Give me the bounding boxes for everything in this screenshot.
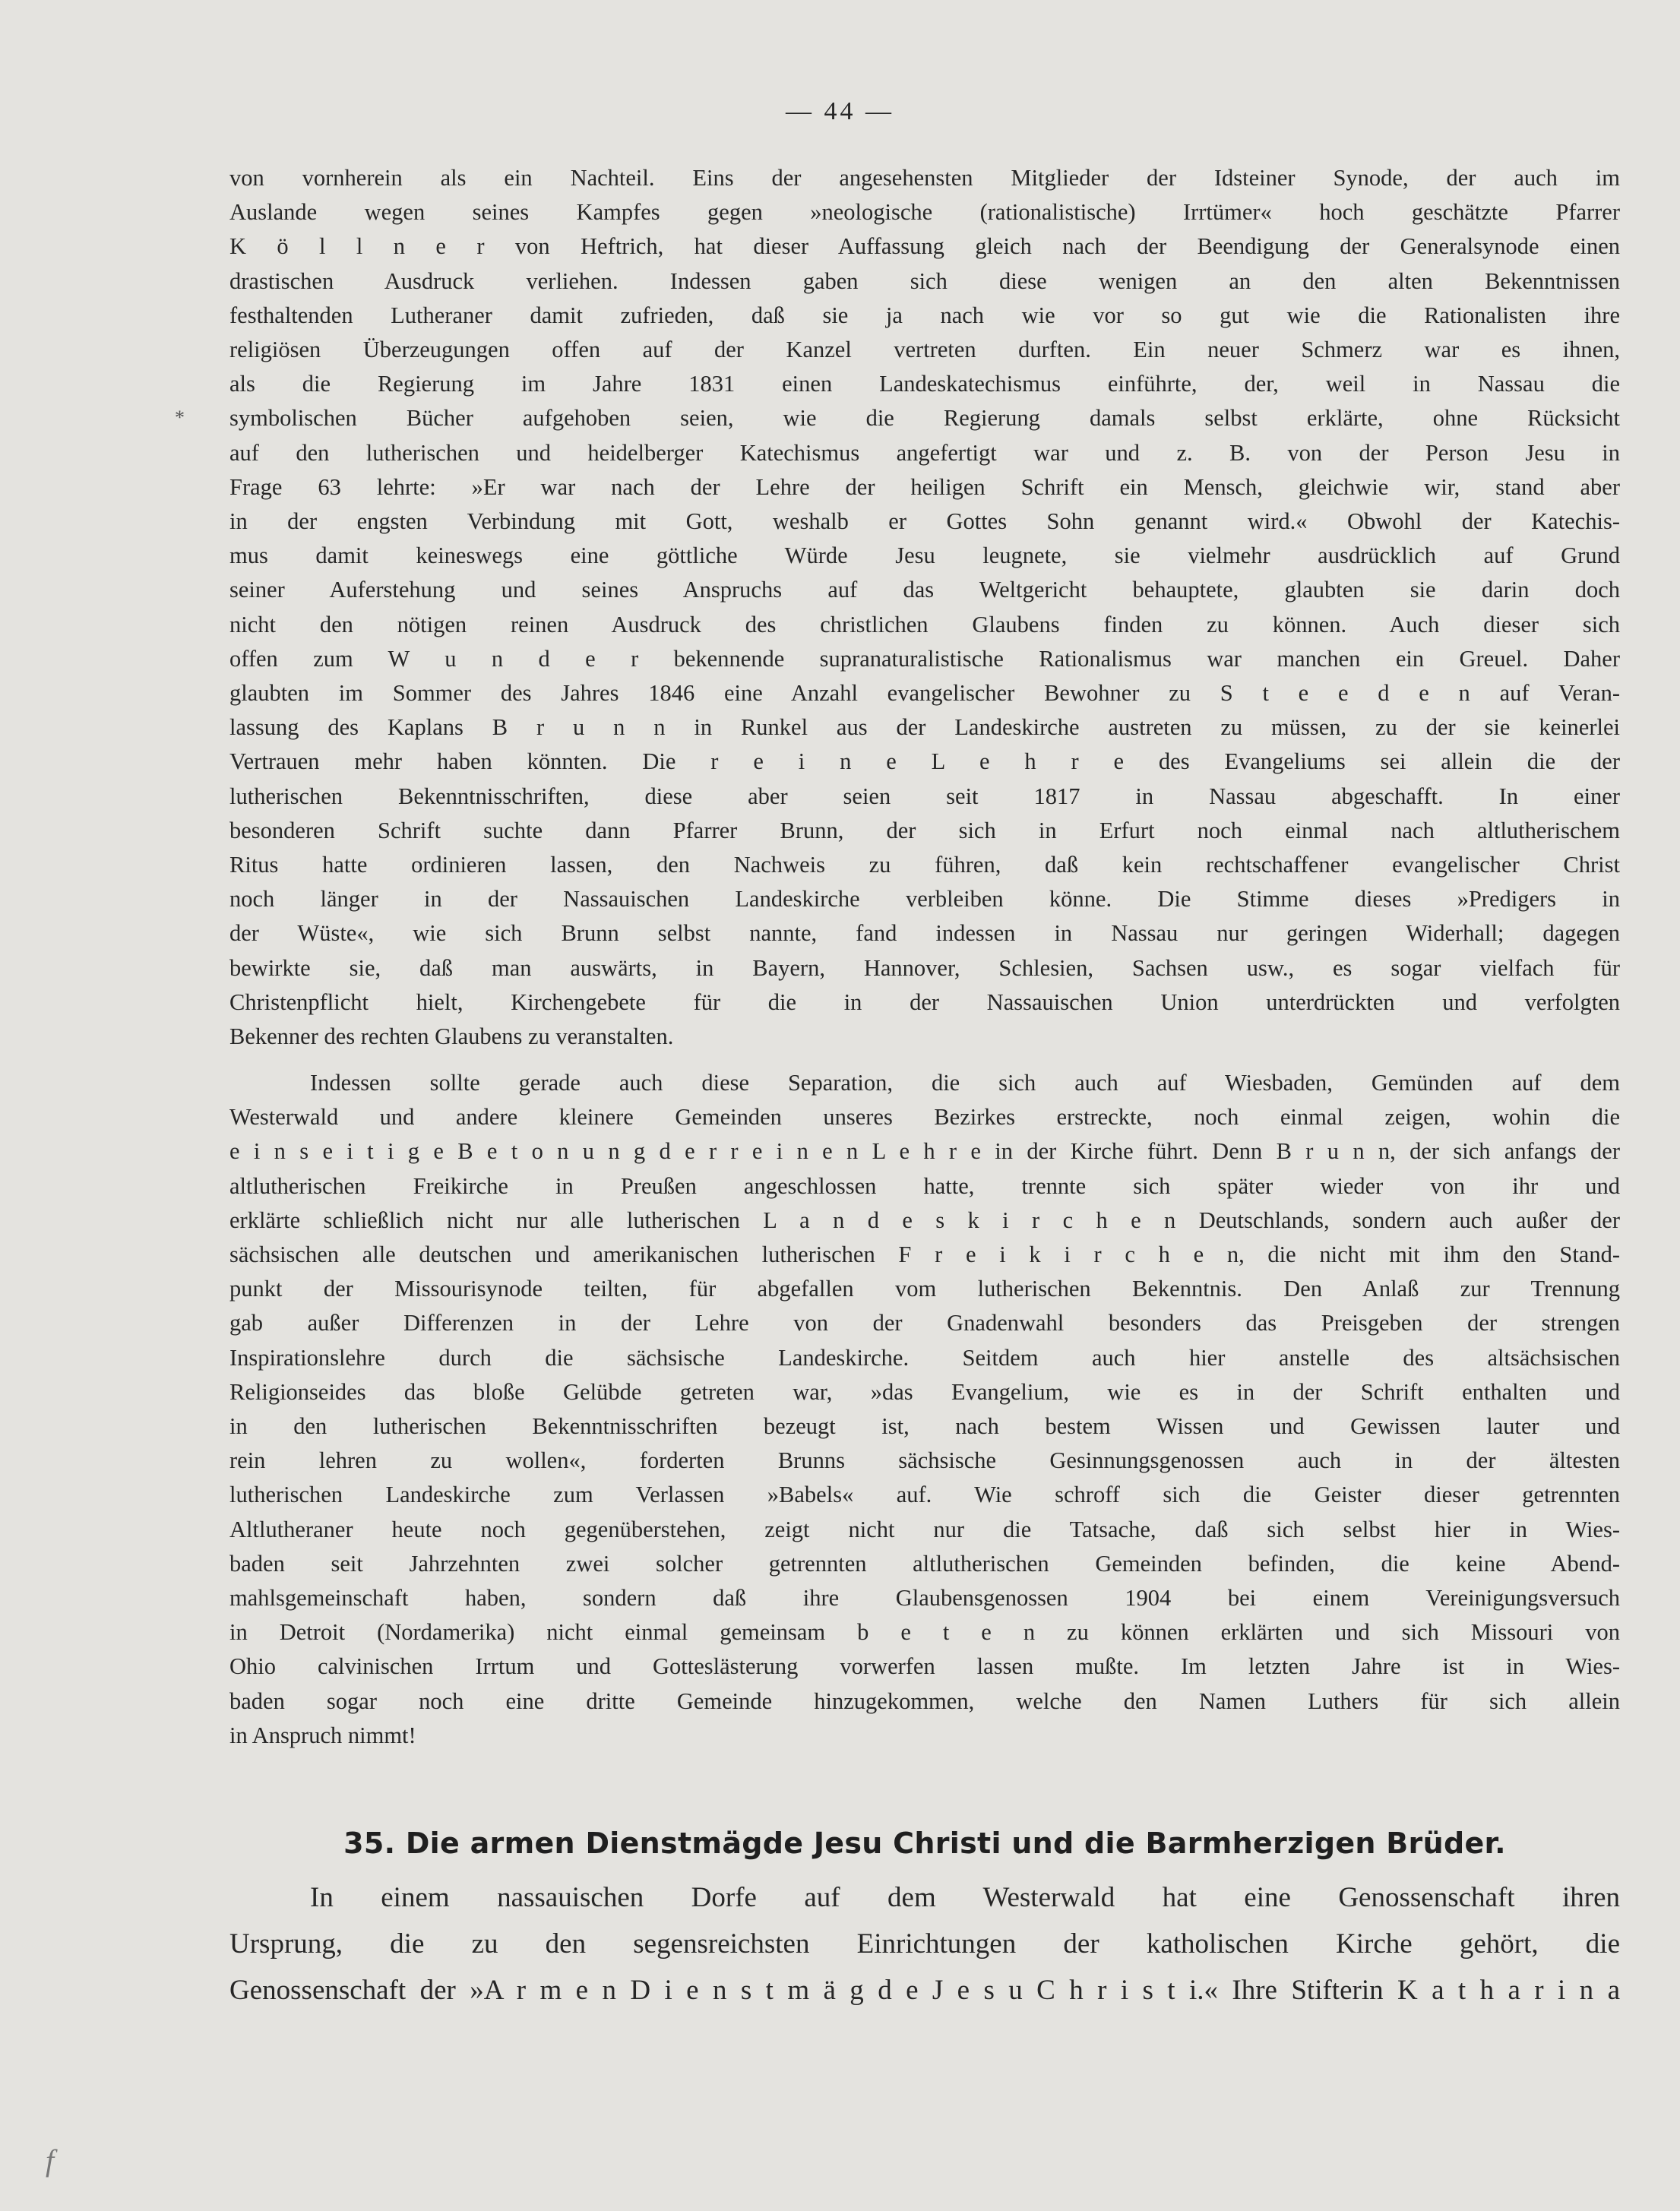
text-line: religiösen Überzeugungen offen auf der Kanzel vertreten durften. Ein neuer Schmerz war es ihnen,: [229, 337, 1620, 363]
text-line: Auslande wegen seines Kampfes gegen »neologische (rationalistische) Irrtümer« hoch geschätzte Pfarrer: [229, 199, 1620, 226]
text-line: Ritus hatte ordinieren lassen, den Nachweis zu führen, daß kein rechtschaffener evangelischer Christ: [229, 852, 1620, 878]
page-number: — 44 —: [786, 97, 894, 125]
paragraph-1: [229, 161, 1620, 1054]
text-line: e i n s e i t i g e B e t o n u n g d e r r e i n e n L e h r e in der Kirche führt. Denn B r u n n, der sich anfangs der: [229, 1138, 1620, 1165]
text-line: Bekenner des rechten Glaubens zu veranstalten.: [229, 1023, 674, 1050]
text-line: von vornherein als ein Nachteil. Eins der angesehensten Mitglieder der Idsteiner Synode, der auch im: [229, 165, 1620, 191]
text-line: K ö l l n e r von Heftrich, hat dieser Auffassung gleich nach der Beendigung der Generalsynode einen: [229, 233, 1620, 260]
text-line: glaubten im Sommer des Jahres 1846 eine Anzahl evangelischer Bewohner zu S t e e d e n auf Veran-: [229, 680, 1620, 707]
text-line: nicht den nötigen reinen Ausdruck des christlichen Glaubens finden zu können. Auch dieser sich: [229, 611, 1620, 637]
margin-asterisk-mark: *: [175, 406, 185, 429]
text-line: Westerwald und andere kleinere Gemeinden unseres Bezirkes erstreckte, noch einmal zeigen, wohin die: [229, 1104, 1620, 1131]
text-line: In einem nassauischen Dorfe auf dem Westerwald hat eine Genossenschaft ihren: [310, 1882, 1620, 1913]
text-line: erklärte schließlich nicht nur alle lutherischen L a n d e s k i r c h e n Deutschlands, sondern auch außer der: [229, 1207, 1620, 1233]
text-line: Christenpflicht hielt, Kirchengebete für die in der Nassauischen Union unterdrückten und verfolgten: [229, 988, 1620, 1015]
text-line: rein lehren zu wollen«, forderten Brunns sächsische Gesinnungsgenossen auch in der ältesten: [229, 1447, 1620, 1474]
paragraph-2: [229, 1066, 1620, 1753]
text-line: in der engsten Verbindung mit Gott, weshalb er Gottes Sohn genannt wird.« Obwohl der Katechis-: [229, 508, 1620, 535]
text-line: sächsischen alle deutschen und amerikanischen lutherischen F r e i k i r c h e n, die nicht mit ihm den Stand-: [229, 1242, 1620, 1268]
text-line: drastischen Ausdruck verliehen. Indessen gaben sich diese wenigen an den alten Bekenntnissen: [229, 267, 1620, 294]
text-line: Altlutheraner heute noch gegenüberstehen, zeigt nicht nur die Tatsache, daß sich selbst hier in Wies-: [229, 1516, 1620, 1542]
text-line: lutherischen Landeskirche zum Verlassen »Babels« auf. Wie schroff sich die Geister dieser getrennten: [229, 1482, 1620, 1508]
text-line: Ursprung, die zu den segensreichsten Einrichtungen der katholischen Kirche gehört, die: [229, 1928, 1620, 1960]
text-line: Genossenschaft der »A r m e n D i e n s t m ä g d e J e s u C h r i s t i.« Ihre Stifterin K a t h a r i n a: [229, 1975, 1620, 2006]
text-line: Ohio calvinischen Irrtum und Gotteslästerung vorwerfen lassen mußte. Im letzten Jahre ist in Wies-: [229, 1653, 1620, 1680]
text-line: festhaltenden Lutheraner damit zufrieden, daß sie ja nach wie vor so gut wie die Rationalisten ihre: [229, 302, 1620, 328]
section-heading: 35. Die armen Dienstmägde Jesu Christi und die Barmherzigen Brüder.: [343, 1826, 1506, 1860]
text-line: in Anspruch nimmt!: [229, 1722, 416, 1748]
text-line: auf den lutherischen und heidelberger Katechismus angefertigt war und z. B. von der Person Jesu in: [229, 439, 1620, 466]
text-line: altlutherischen Freikirche in Preußen angeschlossen hatte, trennte sich später wieder von ihr und: [229, 1172, 1620, 1199]
text-line: Vertrauen mehr haben könnten. Die r e i n e L e h r e des Evangeliums sei allein die der: [229, 748, 1620, 775]
text-line: lassung des Kaplans B r u n n in Runkel aus der Landeskirche austreten zu müssen, zu der sie keinerlei: [229, 714, 1620, 741]
text-line: Frage 63 lehrte: »Er war nach der Lehre der heiligen Schrift ein Mensch, gleichwie wir, stand aber: [229, 473, 1620, 500]
text-line: baden seit Jahrzehnten zwei solcher getrennten altlutherischen Gemeinden befinden, die keine Abend-: [229, 1550, 1620, 1577]
text-line: baden sogar noch eine dritte Gemeinde hinzugekommen, welche den Namen Luthers für sich allein: [229, 1688, 1620, 1714]
text-line: in Detroit (Nordamerika) nicht einmal gemeinsam b e t e n zu können erklärten und sich Missouri von: [229, 1619, 1620, 1646]
text-line: lutherischen Bekenntnisschriften, diese aber seien seit 1817 in Nassau abgeschafft. In einer: [229, 783, 1620, 809]
text-line: in den lutherischen Bekenntnisschriften bezeugt ist, nach bestem Wissen und Gewissen lauter und: [229, 1413, 1620, 1440]
text-line: besonderen Schrift suchte dann Pfarrer Brunn, der sich in Erfurt noch einmal nach altlutherischem: [229, 817, 1620, 843]
margin-pencil-mark: f: [46, 2143, 55, 2178]
section-35-body: [229, 1874, 1620, 2013]
text-line: gab außer Differenzen in der Lehre von der Gnadenwahl besonders das Preisgeben der strengen: [229, 1310, 1620, 1336]
text-line: bewirkte sie, daß man auswärts, in Bayern, Hannover, Schlesien, Sachsen usw., es sogar vielfach für: [229, 954, 1620, 981]
text-line: der Wüste«, wie sich Brunn selbst nannte, fand indessen in Nassau nur geringen Widerhall; dagegen: [229, 920, 1620, 947]
text-line: noch länger in der Nassauischen Landeskirche verbleiben könne. Die Stimme dieses »Predigers in: [229, 886, 1620, 913]
text-line: punkt der Missourisynode teilten, für abgefallen vom lutherischen Bekenntnis. Den Anlaß zur Trennung: [229, 1276, 1620, 1302]
text-line: Inspirationslehre durch die sächsische Landeskirche. Seitdem auch hier anstelle des altsächsischen: [229, 1344, 1620, 1371]
text-line: als die Regierung im Jahre 1831 einen Landeskatechismus einführte, der, weil in Nassau die: [229, 371, 1620, 397]
text-line: mahlsgemeinschaft haben, sondern daß ihre Glaubensgenossen 1904 bei einem Vereinigungsversuch: [229, 1585, 1620, 1612]
text-line: seiner Auferstehung und seines Anspruchs auf das Weltgericht behauptete, glaubten sie darin doch: [229, 577, 1620, 603]
text-line: mus damit keineswegs eine göttliche Würde Jesu leugnete, sie vielmehr ausdrücklich auf Grund: [229, 542, 1620, 569]
text-line: symbolischen Bücher aufgehoben seien, wie die Regierung damals selbst erklärte, ohne Rücksicht: [229, 405, 1620, 432]
text-line: Indessen sollte gerade auch diese Separation, die sich auch auf Wiesbaden, Gemünden auf dem: [310, 1070, 1620, 1096]
text-line: Religionseides das bloße Gelübde getreten war, »das Evangelium, wie es in der Schrift enthalten und: [229, 1378, 1620, 1405]
text-line: offen zum W u n d e r bekennende supranaturalistische Rationalismus war manchen ein Greuel. Daher: [229, 645, 1620, 672]
